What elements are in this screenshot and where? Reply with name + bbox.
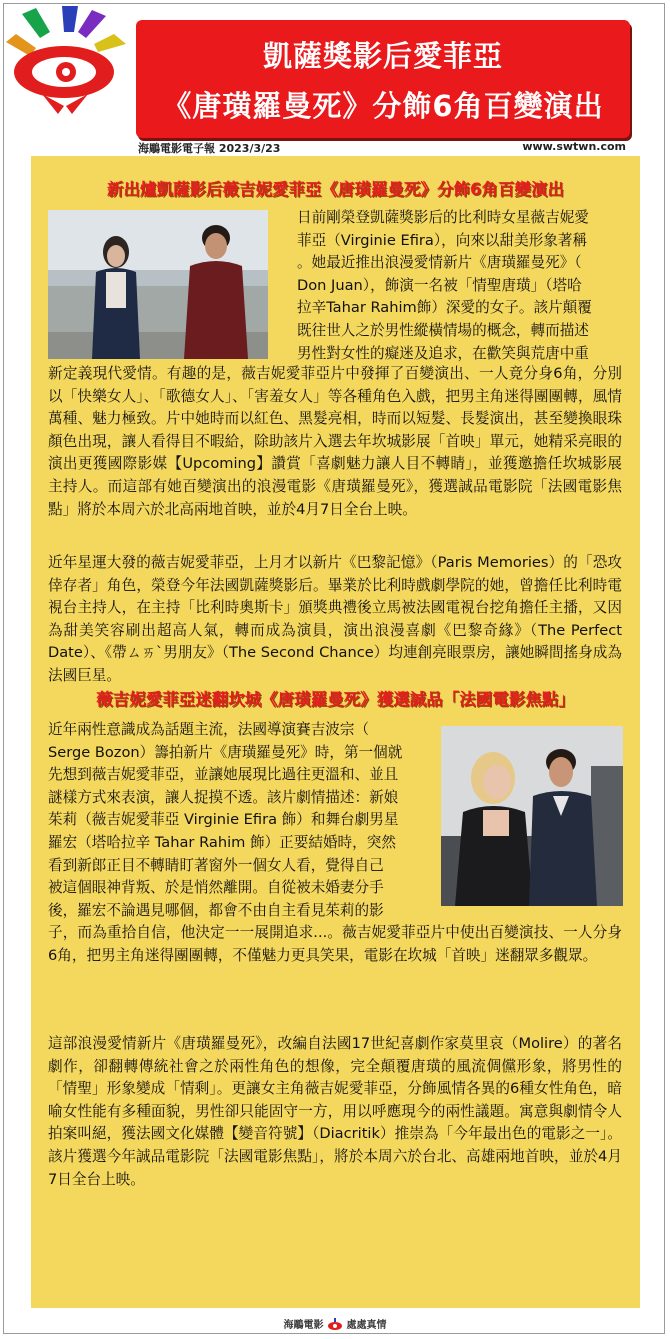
publication-date: 海鵰電影電子報 2023/3/23 <box>138 142 281 155</box>
text-line: 近年兩性意識成為話題主流，法國導演賽吉波宗（ <box>48 721 370 738</box>
footer-slogan-text: 處處真情 <box>346 1320 387 1331</box>
text-line: 。她最近推出浪漫愛情新片《唐璜羅曼死》（ <box>297 254 582 272</box>
text-line: 菲亞（Virginie Efira），向來以甜美形象著稱 <box>297 231 588 249</box>
section-heading-1: 新出爐凱薩影后薇吉妮愛菲亞《唐璜羅曼死》分飾6角百變演出 <box>107 180 564 199</box>
text-line: 既往世人之於男性縱橫情場的概念，轉而描述 <box>297 321 589 339</box>
paragraph-2: 近年星運大發的薇吉妮愛菲亞，上月才以新片《巴黎記憶》（Paris Memories）的「恐攻倖存者」角色，榮登今年法國凱薩獎影后。畢業於比利時戲劇學院的她，曾擔任比利時電視台主持人，在主持「比利時奧斯卡」頒獎典禮後立馬被法國電視台挖角擔任主播，又因為甜美笑容刷出超高人氣，轉而成為演員，演出浪漫喜劇《巴黎奇緣》（The Perfect Date）、《帶ㄙㄞˋ男朋友》（The Second Chance）均連創亮眼票房，讓她瞬間搖身成為法國巨星。 <box>48 554 622 684</box>
text-line: 看到新郎正目不轉睛盯著窗外一個女人看，覺得自己 <box>48 856 384 874</box>
paragraph-1-wrapped <box>297 207 621 365</box>
headline-line-2: 《唐璜羅曼死》分飾6角百變演出 <box>162 89 604 123</box>
text-line: 謎樣方式來表演，讓人捉摸不透。該片劇情描述：新娘 <box>48 788 399 806</box>
paragraph-1-continued: 新定義現代愛情。有趣的是，薇吉妮愛菲亞片中發揮了百變演出、一人竟分身6角，分別以「快樂女人」、「歌德女人」、「害羞女人」等各種角色入戲，把男主角迷得團團轉，風情萬種、魅力極致。片中她時而以紅色、黑髮亮相，時而以短髮、長髮演出，甚至變換眼珠顏色出現，讓人看得目不暇給，除助該片入選去年坎城影展「首映」單元，她精采亮眼的演出更獲國際影媒【Upcoming】讚賞「喜劇魅力讓人目不轉睛」，並獲邀擔任坎城影展主持人。而這部有她百變演出的浪漫電影《唐璜羅曼死》，獲選誠品電影院「法國電影焦點」將於本周六於北高兩地首映，並於4月7日全台上映。 <box>48 365 622 518</box>
title-banner <box>136 20 630 138</box>
text-line: 後，羅宏不論遇見哪個，都會不由自主看見茱莉的影 <box>48 901 384 919</box>
paragraph-4: 這部浪漫愛情新片《唐璜羅曼死》，改編自法國17世紀喜劇作家莫里哀（Molire）的著名劇作，卻翻轉傳統社會之於兩性角色的想像，完全顛覆唐璜的風流倜儻形象，將男性的「情聖」形象變成「情剩」。更讓女主角薇吉妮愛菲亞，分飾風情各異的6種女性角色，暗喻女性能有多種面貌，男性卻只能固守一方，用以呼應現今的兩性議題。寓意與劇情令人拍案叫絕，獲法國文化媒體【變音符號】（Diacritik）推崇為「今年最出色的電影之一」。該片獲選今年誠品電影院「法國電影焦點」，將於本周六於台北、高雄兩地首映，並於4月7日全台上映。 <box>48 1035 622 1188</box>
paragraph-3-continued: 子，而為重拾自信，他決定一一展開追求...。薇吉妮愛菲亞片中使出百變演技、一人分身6角，把男主角迷得團團轉，不僅魅力更具笑果，電影在坎城「首映」迷翻眾多觀眾。 <box>48 924 622 964</box>
section-heading-2: 薇吉妮愛菲亞迷翻坎城《唐璜羅曼死》獲選誠品「法國電影焦點」 <box>96 690 575 709</box>
text-line: 被這個眼神背叛、於是悄然離開。自從被未婚妻分手 <box>48 879 384 897</box>
film-still-photo <box>48 210 268 359</box>
text-line: 茱莉（薇吉妮愛菲亞 Virginie Efira 飾）和舞台劇男星 <box>48 811 399 829</box>
text-line: 日前剛榮登凱薩獎影后的比利時女星薇吉妮愛 <box>297 209 589 226</box>
text-line: 拉辛Tahar Rahim飾）深愛的女子。該片顛覆 <box>297 299 592 317</box>
text-line: 男性對女性的癡迷及追求，在歡笑與荒唐中重 <box>297 344 589 362</box>
website-url[interactable]: www.swtwn.com <box>522 140 626 153</box>
swtwn-logo-icon <box>2 2 136 122</box>
cannes-photocall-photo <box>441 726 623 906</box>
footer-brand-text: 海鵰電影 <box>283 1320 324 1331</box>
text-line: Don Juan），飾演一名被「情聖唐璜」（塔哈 <box>297 276 582 294</box>
paragraph-3-wrapped <box>48 719 432 922</box>
article-panel <box>31 156 640 1308</box>
footer <box>0 1316 670 1332</box>
mini-logo-icon <box>327 1318 343 1332</box>
headline-line-1: 凱薩獎影后愛菲亞 <box>262 39 503 73</box>
text-line: 羅宏（塔哈拉辛 Tahar Rahim 飾）正要結婚時，突然 <box>48 833 396 851</box>
text-line: Serge Bozon）籌拍新片《唐璜羅曼死》時，第一個就 <box>48 743 403 761</box>
text-line: 先想到薇吉妮愛菲亞，並讓她展現比過往更溫和、並且 <box>48 766 399 784</box>
